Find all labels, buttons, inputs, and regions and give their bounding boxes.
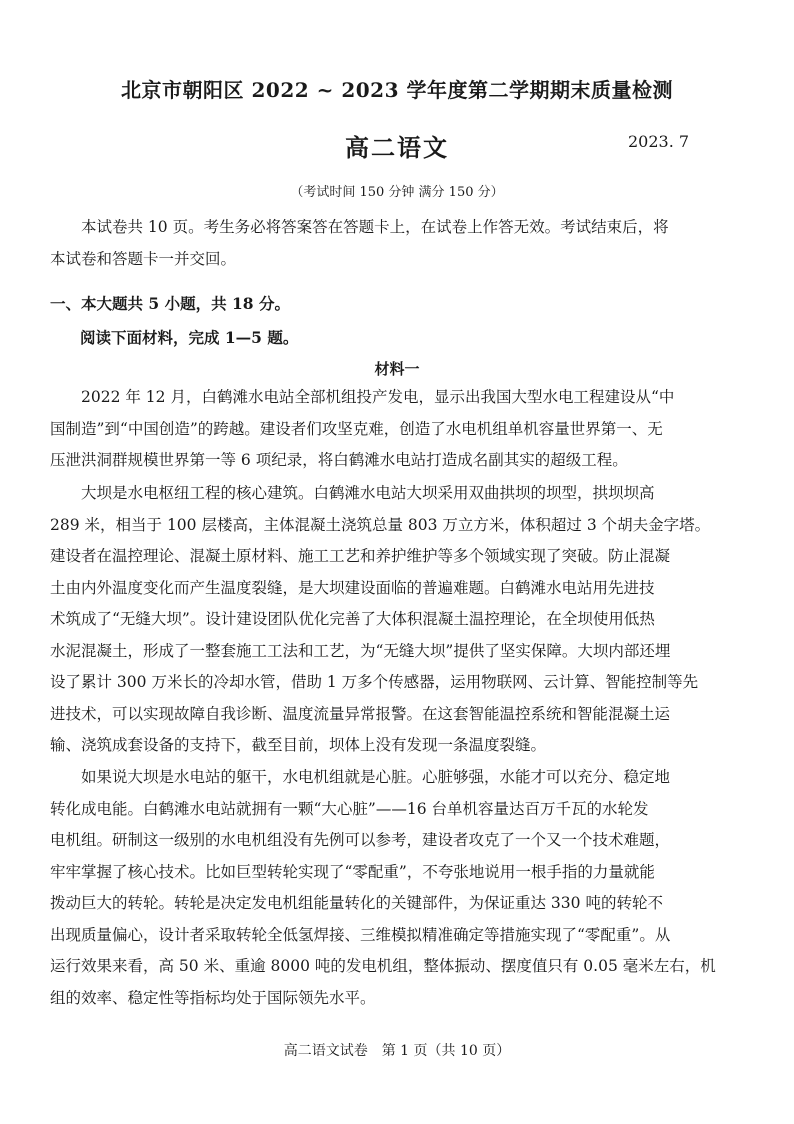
body-paragraph-2	[50, 478, 756, 762]
text-line: 土由内外温度变化而产生温度裂缝，是大坝建设面临的普遍难题。白鹤滩水电站用先进技	[50, 578, 655, 597]
text-line: 国制造”到“中国创造”的跨越。建设者们攻坚克难，创造了水电机组单机容量世界第一、无	[50, 419, 663, 438]
text-line: 压泄洪洞群规模世界第一等 6 项纪录，将白鹤滩水电站打造成名副其实的超级工程。	[50, 451, 628, 469]
text-line: 本试卷和答题卡一并交回。	[50, 249, 237, 268]
text-line: 建设者在温控理论、混凝土原材料、施工工艺和养护维护等多个领域实现了突破。防止混凝	[50, 547, 671, 565]
exam-date: 2023. 7	[628, 132, 690, 151]
text-line: 牢牢掌握了核心技术。比如巨型转轮实现了“零配重”，不夸张地说用一根手指的力量就能	[50, 862, 655, 881]
reading-instruction: 阅读下面材料，完成 1—5 题。	[80, 328, 299, 347]
text-line: 水泥混凝土，形成了一整套施工工法和工艺，为“无缝大坝”提供了坚实保障。大坝内部还埋	[50, 641, 671, 660]
text-line: 输、浇筑成套设备的支持下，截至目前，坝体上没有发现一条温度裂缝。	[50, 736, 547, 754]
text-line: 转化成电能。白鹤滩水电站就拥有一颗“大心脏”——16 台单机容量达百万千瓦的水轮发	[50, 799, 649, 818]
section-heading: 一、本大题共 5 小题，共 18 分。	[50, 294, 290, 313]
text-line: 设了累计 300 万米长的冷却水管，借助 1 万多个传感器，运用物联网、云计算、智能控制等先	[50, 673, 699, 691]
intro-paragraph	[50, 212, 756, 275]
material-title: 材料一	[374, 360, 420, 378]
text-line: 如果说大坝是水电站的躯干，水电机组就是心脏。心脏够强，水能才可以充分、稳定地	[81, 768, 671, 786]
subject-title: 高二语文	[345, 133, 449, 162]
text-line: 组的效率、稳定性等指标均处于国际领先水平。	[50, 988, 376, 1007]
text-line: 大坝是水电枢纽工程的核心建筑。白鹤滩水电站大坝采用双曲拱坝的坝型，拱坝坝高	[81, 484, 655, 502]
exam-time-note: （考试时间 150 分钟 满分 150 分）	[290, 185, 504, 200]
body-paragraph-3	[50, 762, 756, 1014]
text-line: 本试卷共 10 页。考生务必将答案答在答题卡上，在试卷上作答无效。考试结束后，将	[81, 218, 669, 236]
exam-title: 北京市朝阳区 2022 ~ 2023 学年度第二学期期末质量检测	[121, 78, 673, 102]
text-line: 2022 年 12 月，白鹤滩水电站全部机组投产发电，显示出我国大型水电工程建设从“中	[81, 388, 675, 406]
text-line: 拨动巨大的转轮。转轮是决定发电机组能量转化的关键部件，为保证重达 330 吨的转轮不	[50, 894, 663, 912]
text-line: 电机组。研制这一级别的水电机组没有先例可以参考，建设者攻克了一个又一个技术难题，	[50, 831, 671, 849]
text-line: 进技术，可以实现故障自我诊断、温度流量异常报警。在这套智能温控系统和智能混凝土运	[50, 704, 671, 723]
page-footer: 高二语文试卷 第 1 页（共 10 页）	[283, 1043, 511, 1059]
text-line: 运行效果来看，高 50 米、重逾 8000 吨的发电机组，整体振动、摆度值只有 0.05 毫米左右，机	[50, 957, 716, 975]
text-line: 289 米，相当于 100 层楼高，主体混凝土浇筑总量 803 万立方米，体积超过 3 个胡夫金字塔。	[50, 515, 711, 534]
text-line: 出现质量偏心，设计者采取转轮全低氢焊接、三维模拟精准确定等措施实现了“零配重”。从	[50, 925, 671, 944]
text-line: 术筑成了“无缝大坝”。设计建设团队优化完善了大体积混凝土温控理论，在全坝使用低热	[50, 610, 655, 628]
body-paragraph-1	[50, 382, 756, 477]
